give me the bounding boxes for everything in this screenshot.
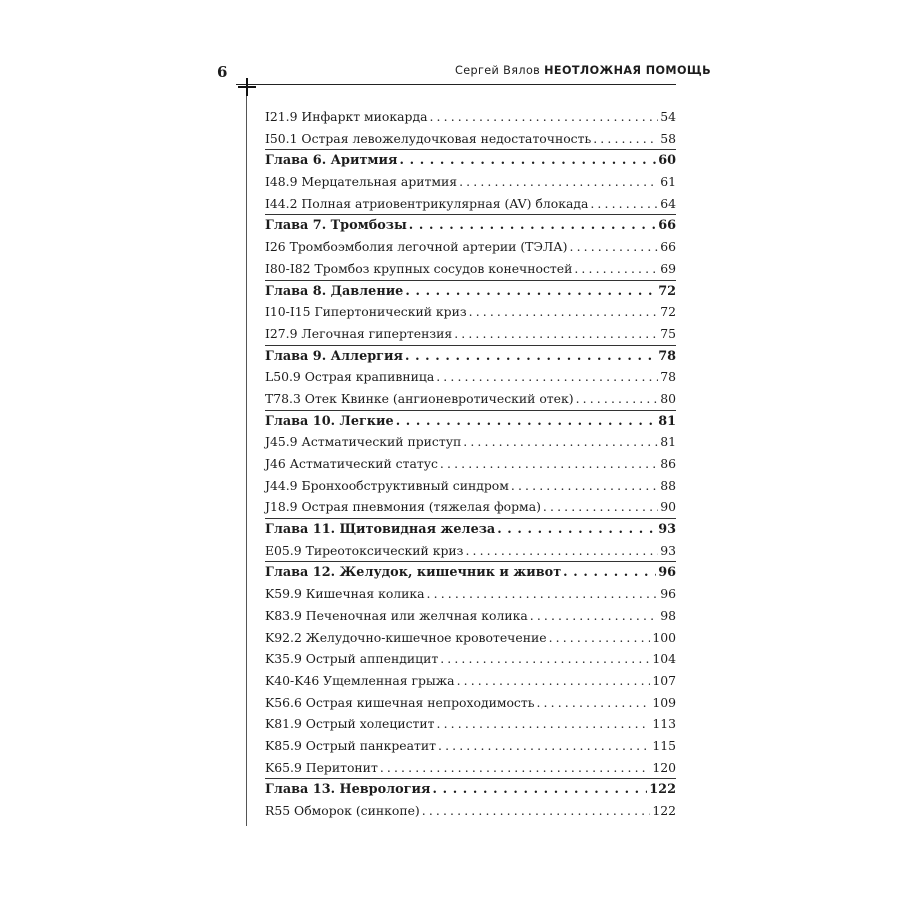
toc-chapter-row[interactable] [265,778,676,800]
dot-leader [497,519,656,541]
dot-leader [536,692,650,714]
dot-leader [429,106,658,128]
toc-page-number: 72 [660,304,676,320]
dot-leader [511,475,658,497]
toc-title: I21.9 Инфаркт миокарда [265,109,428,124]
dot-leader [543,496,658,518]
toc-page-number: 122 [652,803,676,818]
toc-title: Глава 7. Тромбозы [265,218,407,234]
dot-leader [459,171,658,193]
toc-entry-row[interactable] [265,323,676,345]
toc-page-number: 66 [658,218,676,234]
toc-chapter-row[interactable] [265,280,676,302]
toc-title: K56.6 Острая кишечная непроходимость [265,694,535,710]
toc-title: K65.9 Перитонит [265,759,378,775]
dot-leader [409,215,656,237]
header-book-title: НЕОТЛОЖНАЯ ПОМОЩЬ [544,64,712,77]
toc-entry-row[interactable] [265,475,676,497]
toc-title: Глава 8. Давление [265,283,404,299]
toc-page-number: 60 [658,153,676,169]
dot-leader [380,757,651,779]
toc-page-number: 93 [660,542,676,558]
dot-leader [422,800,651,822]
toc-title: L50.9 Острая крапивница [265,369,435,385]
dot-leader [405,346,656,368]
toc-page-number: 61 [660,174,676,190]
toc-page-number: 113 [652,716,676,732]
toc-page-number: 69 [660,260,676,276]
toc-entry-row[interactable] [265,431,676,453]
toc-page-number: 100 [652,629,676,645]
toc-page-number: 115 [652,737,676,753]
toc-page-number: 98 [660,607,676,623]
dot-leader [427,583,659,605]
toc-chapter-row[interactable] [265,561,676,583]
toc-page-number: 72 [658,283,676,299]
toc-entry-row[interactable] [265,128,676,150]
running-header [455,64,712,77]
toc-title: K40-K46 Ущемленная грыжа [265,672,455,688]
toc-title: Глава 6. Аритмия [265,153,398,169]
toc-page-number: 64 [660,195,676,211]
dot-leader [590,193,658,215]
toc-chapter-row[interactable] [265,345,676,367]
dot-leader [440,453,658,475]
dot-leader [437,713,651,735]
toc-entry-row[interactable] [265,670,676,692]
toc-title: J18.9 Острая пневмония (тяжелая форма) [265,499,541,515]
toc-entry-row[interactable] [265,627,676,649]
crop-mark-icon-horizontal [238,86,256,88]
toc-page-number: 75 [660,325,676,341]
toc-title: I27.9 Легочная гипертензия [265,325,453,341]
toc-page-number: 86 [660,456,676,471]
dot-leader [469,301,659,323]
toc-title: K81.9 Острый холецистит [265,716,435,732]
dot-leader [405,281,656,303]
toc-page-number: 78 [658,348,676,364]
toc-page-number: 90 [660,499,676,515]
toc-entry-row[interactable] [265,193,676,215]
dot-leader [463,431,658,453]
dot-leader [465,540,658,562]
toc-entry-row[interactable] [265,540,676,562]
toc-page-number: 107 [652,672,676,688]
toc-entry-row[interactable] [265,236,676,258]
toc-title: Глава 9. Аллергия [265,348,403,364]
toc-title: I10-I15 Гипертонический криз [265,304,467,320]
header-rule [236,84,676,85]
dot-leader [438,735,650,757]
dot-leader [563,562,656,584]
toc-chapter-row[interactable] [265,214,676,236]
toc-entry-row[interactable] [265,388,676,410]
toc-entry-row[interactable] [265,648,676,670]
toc-title: J46 Астматический статус [265,456,438,471]
toc-title: I26 Тромбоэмболия легочной артерии (ТЭЛА) [265,239,568,255]
toc-title: Глава 10. Легкие [265,413,394,429]
toc-page-number: 96 [658,565,676,581]
toc-entry-row[interactable] [265,692,676,714]
toc-title: R55 Обморок (синкопе) [265,803,420,818]
toc-page-number: 93 [658,522,676,538]
toc-title: Глава 13. Неврология [265,782,431,798]
toc-entry-row[interactable] [265,366,676,388]
toc-page-number: 80 [660,390,676,406]
toc-title: Глава 11. Щитовидная железа [265,522,496,538]
toc-title: K59.9 Кишечная колика [265,586,425,602]
toc-entry-row[interactable] [265,301,676,323]
toc-page-number: 81 [658,413,676,429]
toc-page-number: 88 [660,477,676,493]
toc-chapter-row[interactable] [265,410,676,432]
toc-page-number: 58 [660,130,676,146]
toc-page-number: 122 [649,782,676,798]
toc-entry-row[interactable] [265,735,676,757]
dot-leader [436,366,658,388]
toc-page-number: 81 [660,434,676,450]
toc-title: K85.9 Острый панкреатит [265,737,436,753]
table-of-contents [265,106,676,822]
dot-leader [576,388,659,410]
toc-entry-row[interactable] [265,800,676,822]
toc-title: K35.9 Острый аппендицит [265,651,439,667]
page-number: 6 [217,63,228,81]
toc-entry-row[interactable] [265,171,676,193]
toc-entry-row[interactable] [265,106,676,128]
dot-leader [399,150,656,172]
toc-chapter-row[interactable] [265,518,676,540]
toc-page-number: 66 [660,239,676,255]
toc-title: I48.9 Мерцательная аритмия [265,174,458,190]
toc-entry-row[interactable] [265,757,676,779]
toc-title: E05.9 Тиреотоксический криз [265,542,464,558]
toc-title: K83.9 Печеночная или желчная колика [265,607,528,623]
toc-title: Глава 12. Желудок, кишечник и живот [265,565,562,581]
toc-title: J44.9 Бронхообструктивный синдром [265,477,509,493]
toc-page-number: 104 [652,651,676,667]
toc-page-number: 109 [652,694,676,710]
toc-entry-row[interactable] [265,453,676,475]
toc-title: K92.2 Желудочно-кишечное кровотечение [265,629,547,645]
toc-entry-row[interactable] [265,605,676,627]
toc-title: J45.9 Астматический приступ [265,434,462,450]
dot-leader [454,323,658,345]
toc-title: I80-I82 Тромбоз крупных сосудов конечностей [265,260,573,276]
toc-title: I44.2 Полная атриовентрикулярная (AV) блокада [265,195,589,211]
dot-leader [432,779,647,801]
dot-leader [593,128,658,150]
dot-leader [440,648,650,670]
toc-page-number: 78 [660,369,676,385]
header-author: Сергей Вялов [455,64,541,77]
dot-leader [396,411,657,433]
toc-page-number: 120 [652,759,676,775]
toc-page-number: 96 [660,586,676,602]
toc-entry-row[interactable] [265,258,676,280]
toc-entry-row[interactable] [265,496,676,518]
toc-entry-row[interactable] [265,713,676,735]
dot-leader [574,258,658,280]
toc-chapter-row[interactable] [265,149,676,171]
toc-page-number: 54 [660,109,676,124]
dot-leader [549,627,651,649]
dot-leader [570,236,659,258]
toc-entry-row[interactable] [265,583,676,605]
margin-rule [246,96,247,826]
dot-leader [457,670,651,692]
dot-leader [530,605,658,627]
toc-title: T78.3 Отек Квинке (ангионевротический отек) [265,390,574,406]
toc-title: I50.1 Острая левожелудочковая недостаточность [265,130,592,146]
